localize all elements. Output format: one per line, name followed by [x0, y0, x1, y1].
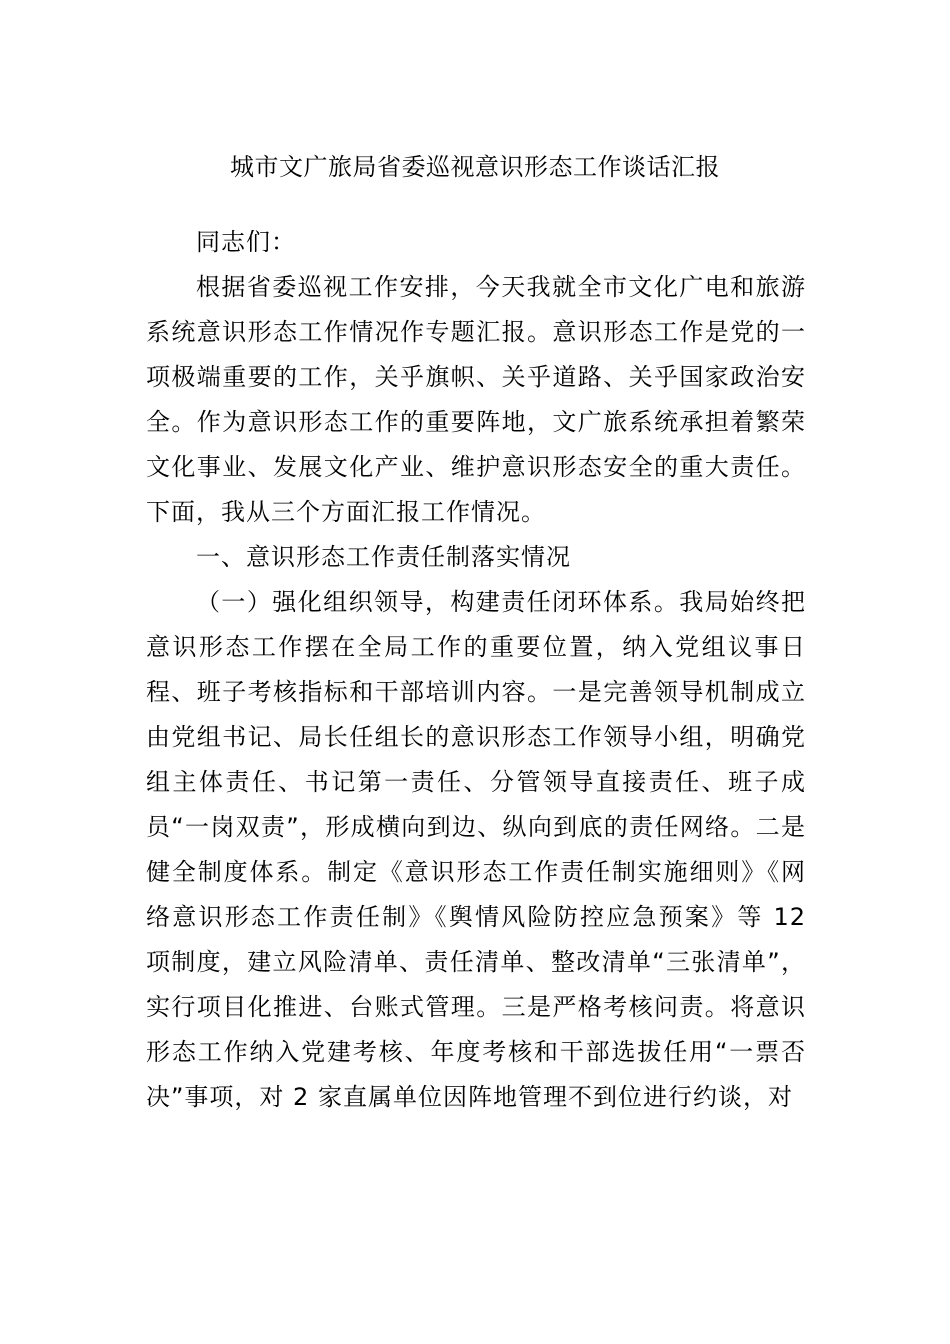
salutation-paragraph: 同志们： — [196, 228, 296, 256]
section-heading: 一、意识形态工作责任制落实情况 — [196, 543, 571, 571]
document-body — [146, 220, 806, 1120]
document-title: 城市文广旅局省委巡视意识形态工作谈话汇报 — [230, 153, 720, 181]
subsection-paragraph: （一）强化组织领导，构建责任闭环体系。我局始终把意识形态工作摆在全局工作的重要位置，纳入党组议事日程、班子考核指标和干部培训内容。一是完善领导机制成立由党组书记、局长任组长的意识形态工作领导小组，明确党组主体责任、书记第一责任、分管领导直接责任、班子成员“一岗双责”，形成横向到边、纵向到底的责任网络。二是健全制度体系。制定《意识形态工作责任制实施细则》《网络意识形态工作责任制》《舆情风险防控应急预案》等 12 项制度，建立风险清单、责任清单、整改清单“三张清单”，实行项目化推进、台账式管理。三是严格考核问责。将意识形态工作纳入党建考核、年度考核和干部选拔任用“一票否决”事项，对 2 家直属单位因阵地管理不到位进行约谈，对 — [146, 588, 806, 1111]
intro-paragraph: 根据省委巡视工作安排，今天我就全市文化广电和旅游系统意识形态工作情况作专题汇报。意识形态工作是党的一项极端重要的工作，关乎旗帜、关乎道路、关乎国家政治安全。作为意识形态工作的重要阵地，文广旅系统承担着繁荣文化事业、发展文化产业、维护意识形态安全的重大责任。下面，我从三个方面汇报工作情况。 — [146, 273, 806, 526]
